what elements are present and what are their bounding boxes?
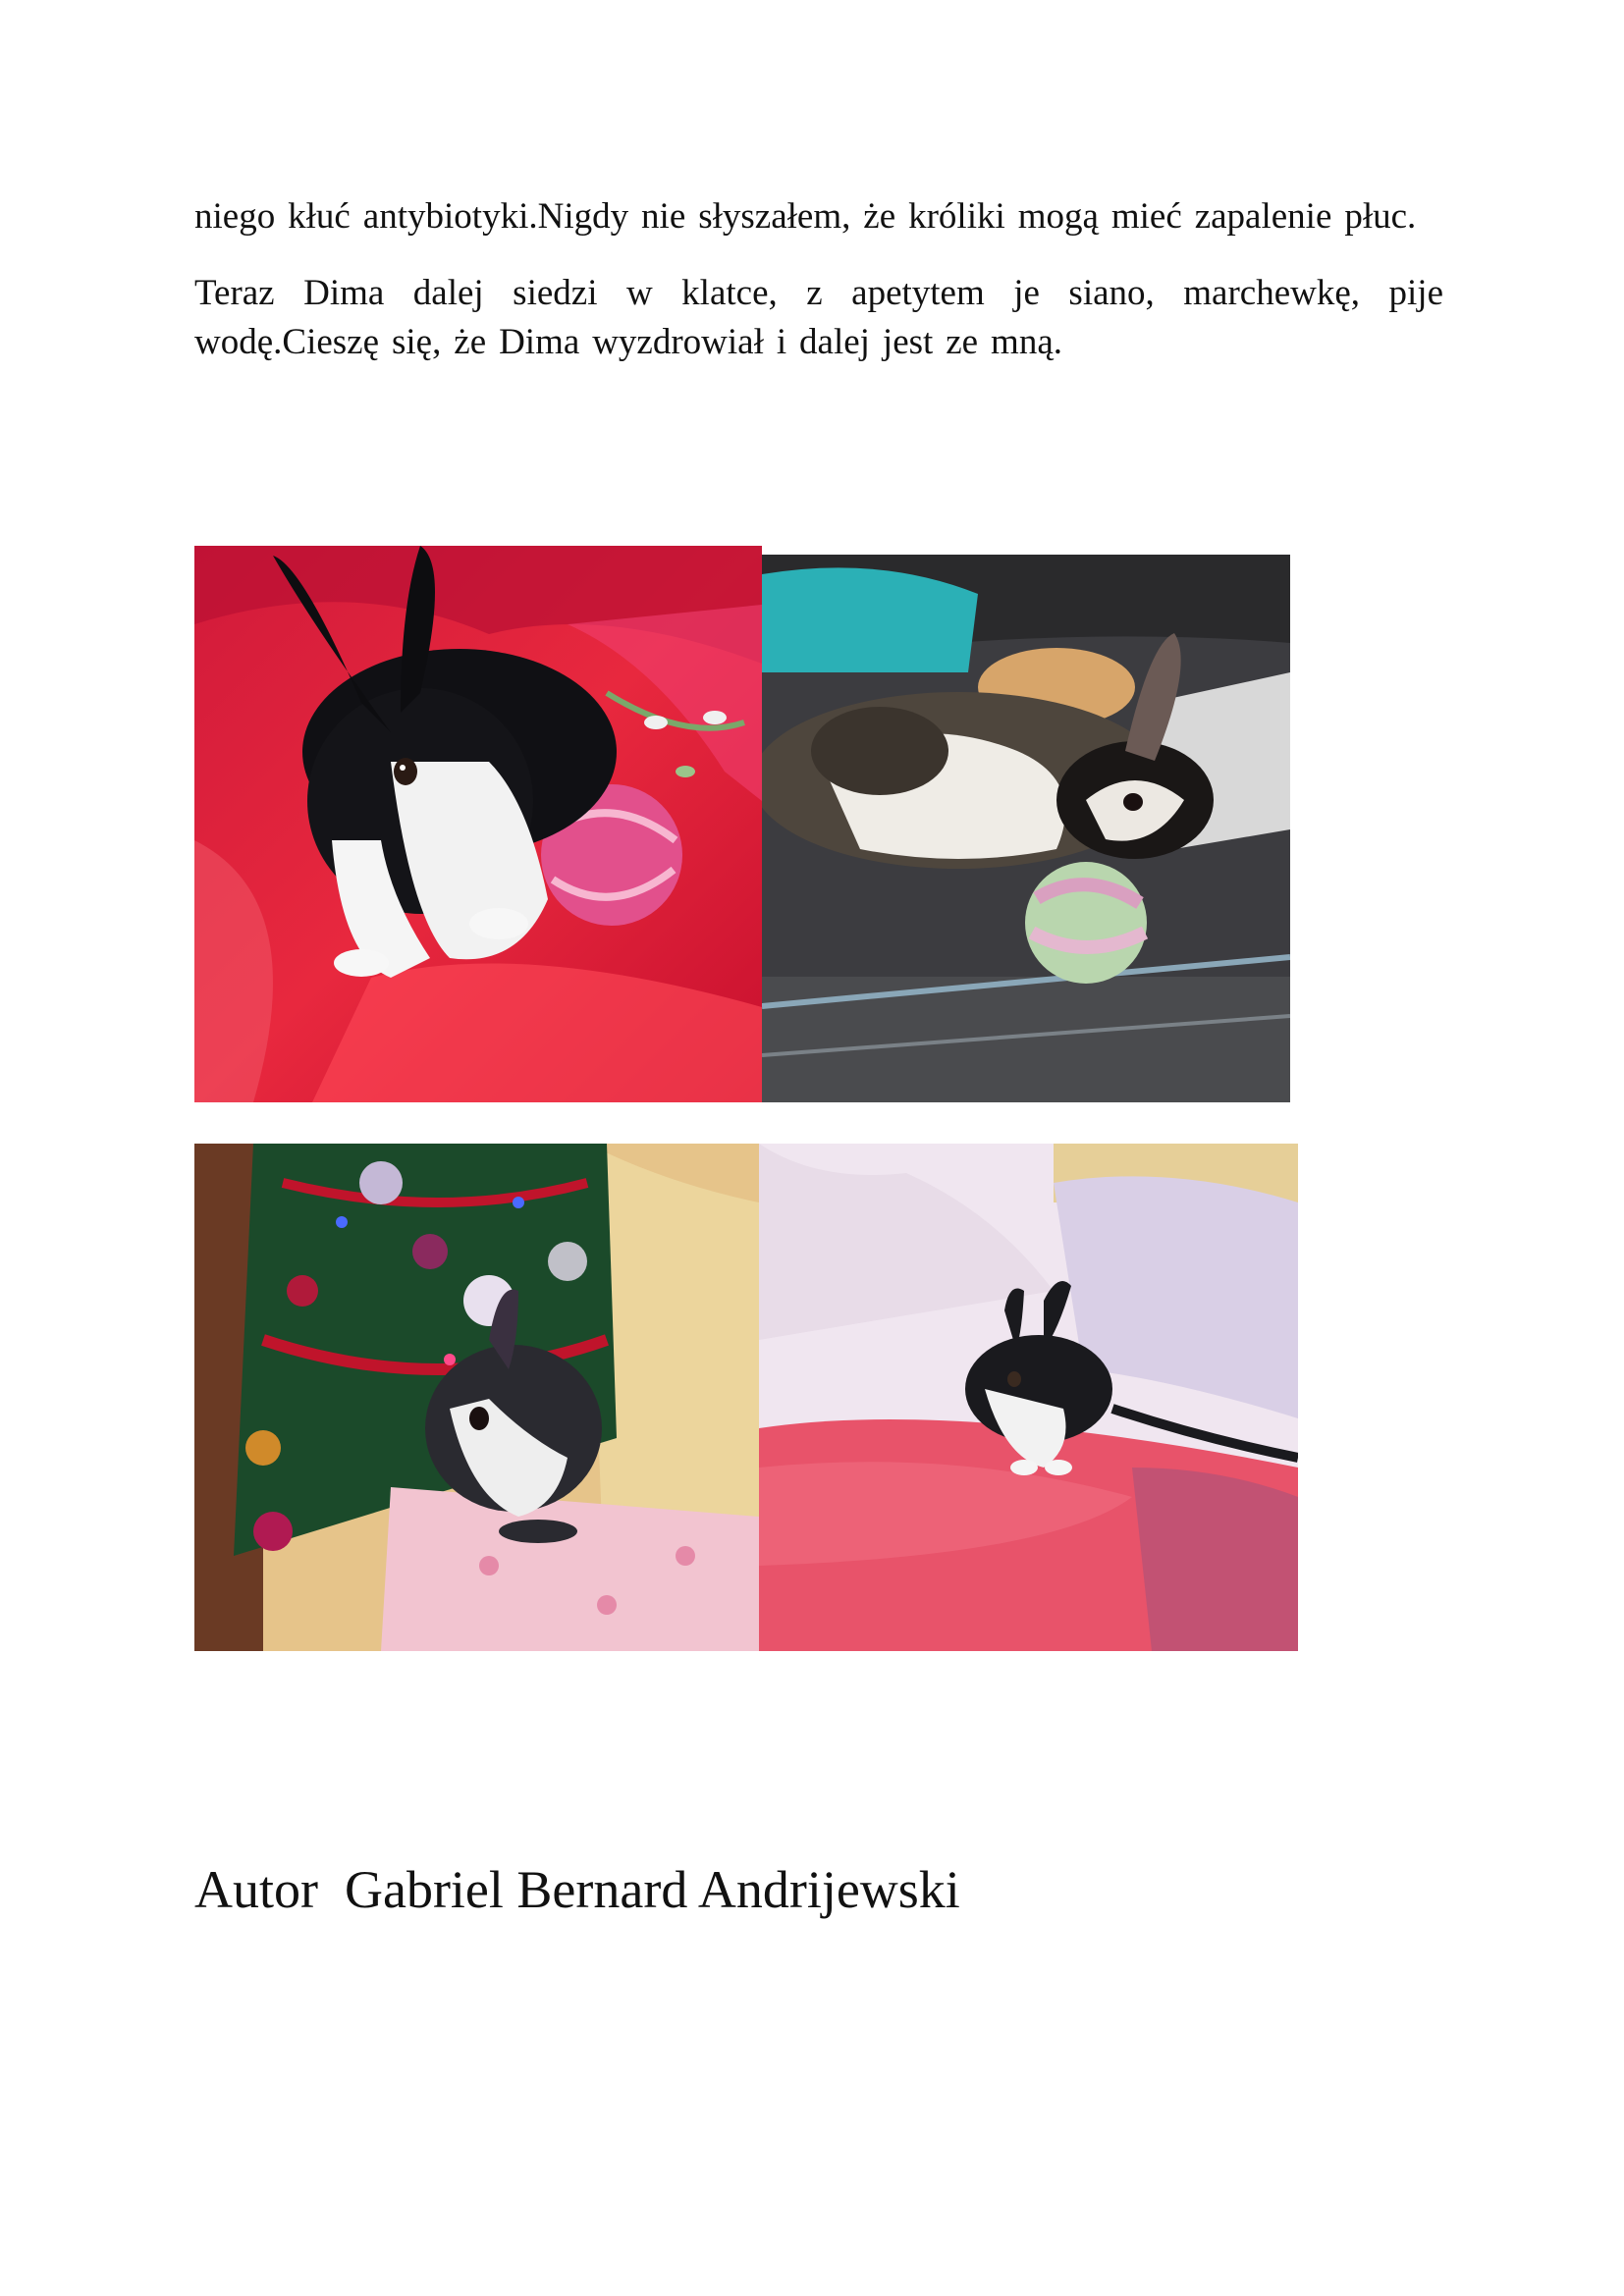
photo-rabbit-pink-blanket <box>759 1144 1298 1651</box>
paragraph-2: Teraz Dima dalej siedzi w klatce, z apetytem je siano, marchewkę, pije wodę.Cieszę się, że Dima wyzdrowiał i dalej jest ze mną. <box>194 273 1443 362</box>
photo-rabbit-christmas-tree <box>194 1144 759 1651</box>
paragraph-1: niego kłuć antybiotyki.Nigdy nie słyszałem, że króliki mogą mieć zapalenie płuc. <box>194 196 1417 237</box>
author-line: Autor Gabriel Bernard Andrijewski <box>194 1860 960 1919</box>
photo-rabbit-cage <box>762 555 1290 1102</box>
photo-rabbit-red-blanket <box>194 546 762 1102</box>
body-text <box>194 192 1443 395</box>
